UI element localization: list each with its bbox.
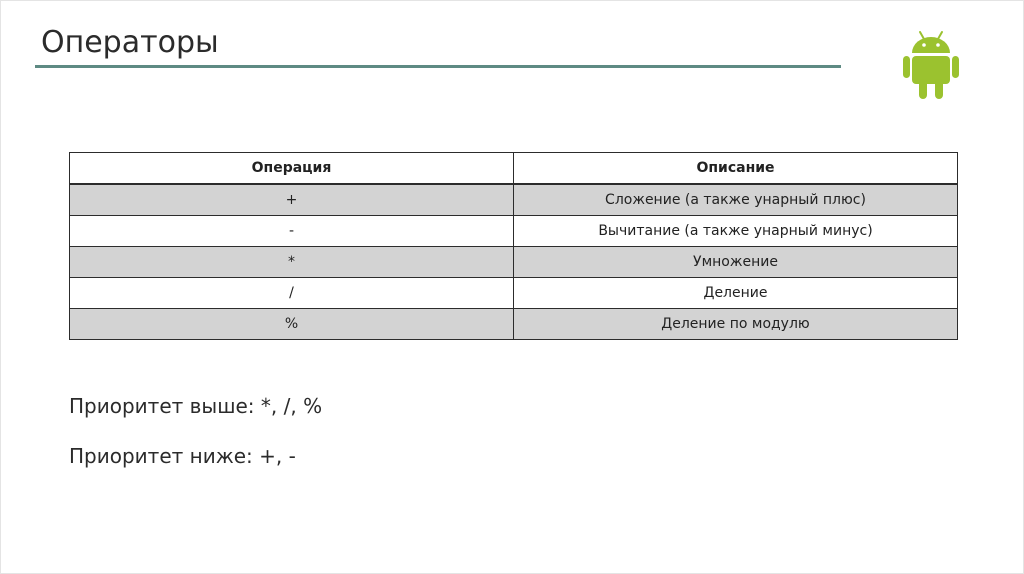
table-row [70, 247, 958, 278]
priority-high-note: Приоритет выше: *, /, % [69, 394, 323, 418]
operation-cell: + [70, 184, 514, 216]
header-description: Описание [514, 153, 958, 185]
header-operation: Операция [70, 153, 514, 185]
title-underline [35, 65, 841, 68]
slide-title: Операторы [41, 25, 219, 60]
android-icon [901, 29, 961, 101]
table-row [70, 278, 958, 309]
table-header-row [70, 153, 958, 185]
operators-table [69, 152, 958, 340]
description-cell: Деление [514, 278, 958, 309]
description-cell: Деление по модулю [514, 309, 958, 340]
operation-cell: / [70, 278, 514, 309]
operation-cell: * [70, 247, 514, 278]
table-row [70, 216, 958, 247]
description-cell: Сложение (а также унарный плюс) [514, 184, 958, 216]
description-cell: Умножение [514, 247, 958, 278]
table-row [70, 184, 958, 216]
table-row [70, 309, 958, 340]
operation-cell: % [70, 309, 514, 340]
priority-low-note: Приоритет ниже: +, - [69, 444, 296, 468]
description-cell: Вычитание (а также унарный минус) [514, 216, 958, 247]
operation-cell: - [70, 216, 514, 247]
